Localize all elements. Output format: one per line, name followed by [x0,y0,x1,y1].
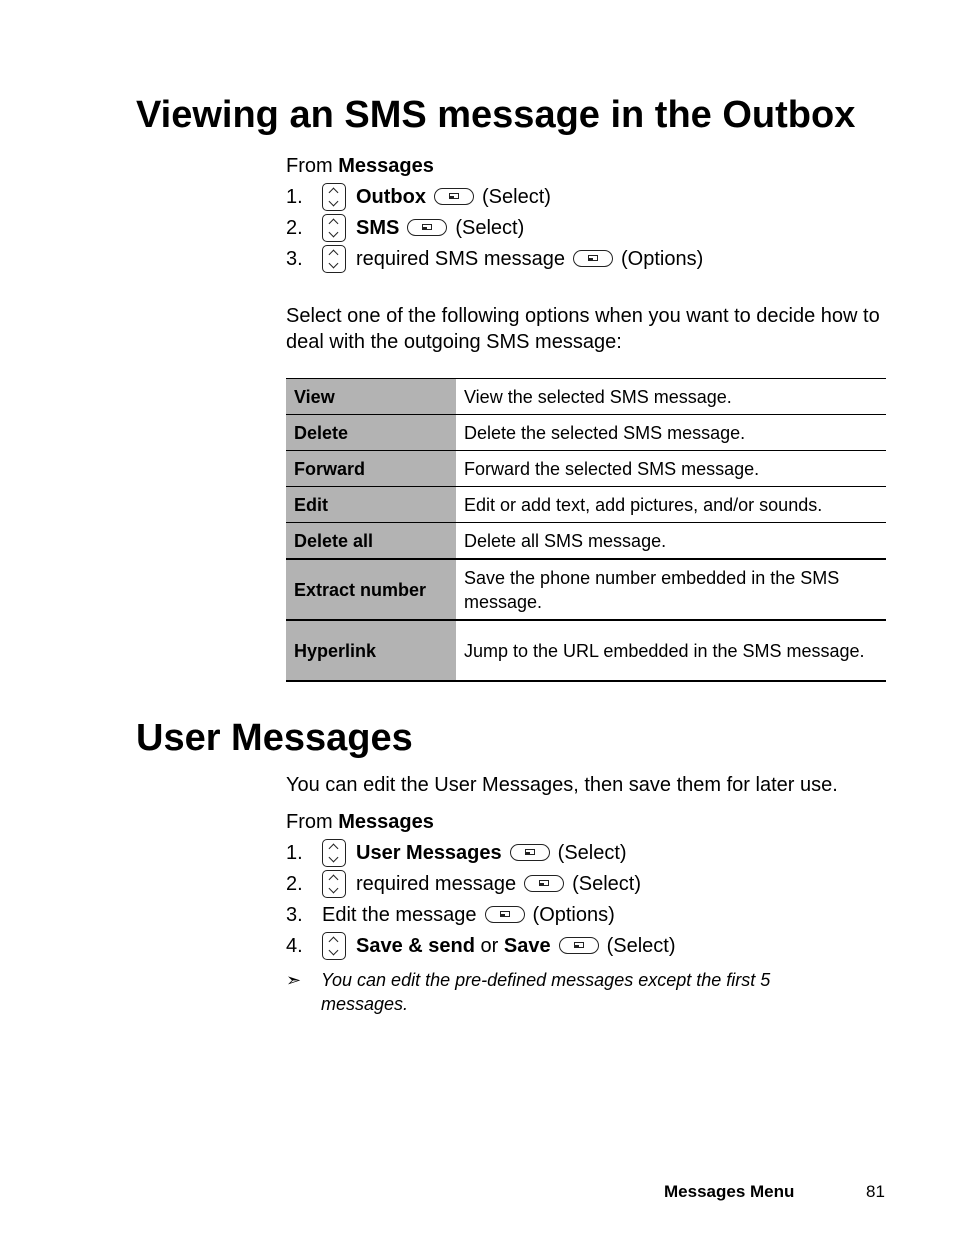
step-action: (Select) [606,934,676,957]
step-target: Outbox [356,185,426,208]
from-menu: Messages [338,810,434,833]
from-prefix: From [286,810,333,833]
step-target: Save & send [356,934,475,957]
table-row [286,620,886,681]
step-action: (Select) [557,841,627,864]
option-name: Delete [286,415,456,451]
option-name: Edit [286,487,456,523]
option-name: Extract number [286,559,456,620]
soft-key-icon [434,188,474,205]
step-target: User Messages [356,841,502,864]
from-menu: Messages [338,154,434,177]
tip-note [286,968,846,1016]
option-description: Edit or add text, add pictures, and/or sounds. [456,487,886,523]
step-1 [286,837,886,868]
step-2 [286,868,886,899]
note-arrow-icon: ➣ [286,970,302,990]
option-description: Save the phone number embedded in the SMS message. [456,559,886,620]
step-3 [286,243,886,274]
soft-key-icon [559,937,599,954]
navigation-key-icon [322,870,346,898]
option-name: Delete all [286,523,456,560]
from-prefix: From [286,154,333,177]
step-action: (Select) [572,872,641,895]
soft-key-icon [573,250,613,267]
navigation-key-icon [322,932,346,960]
step-number: 4. [286,934,303,957]
table-row [286,379,886,415]
option-description: Delete the selected SMS message. [456,415,886,451]
note-text: You can edit the pre-defined messages except the first 5 messages. [321,970,771,1014]
step-1 [286,181,886,212]
step-action: (Options) [532,903,615,926]
table-row [286,415,886,451]
step-action: (Select) [482,185,551,208]
step-number: 1. [286,185,303,208]
step-4 [286,930,886,961]
from-line [286,806,886,837]
soft-key-icon [524,875,564,892]
options-intro: Select one of the following options when you want to decide how to deal with the outgoing SMS message: [286,305,880,353]
user-messages-intro: You can edit the User Messages, then save them for later use. [286,774,838,796]
step-number: 2. [286,216,303,239]
navigation-key-icon [322,214,346,242]
step-target: SMS [356,216,400,239]
soft-key-icon [485,906,525,923]
option-description: Forward the selected SMS message. [456,451,886,487]
step-target: required message [356,872,517,895]
step-target: required SMS message [356,247,565,270]
from-line [286,150,886,181]
option-description: Delete all SMS message. [456,523,886,560]
step-joiner: or [480,934,499,957]
step-action: (Options) [620,247,704,270]
step-action: (Select) [455,216,525,239]
outbox-instructions [286,150,886,274]
user-messages-instructions [286,806,886,961]
navigation-key-icon [322,183,346,211]
soft-key-icon [407,219,447,236]
page-number: 81 [866,1182,885,1201]
options-table [286,378,886,682]
step-number: 2. [286,872,303,895]
table-row [286,523,886,560]
table-row [286,487,886,523]
step-2 [286,212,886,243]
footer-section-name: Messages Menu [664,1182,795,1201]
option-name: View [286,379,456,415]
navigation-key-icon [322,839,346,867]
step-target: Edit the message [322,903,477,926]
table-row [286,559,886,620]
section-title-outbox: Viewing an SMS message in the Outbox [136,94,856,136]
section-title-user-messages: User Messages [136,717,413,759]
step-number: 1. [286,841,303,864]
option-description: View the selected SMS message. [456,379,886,415]
navigation-key-icon [322,245,346,273]
step-3 [286,899,886,930]
soft-key-icon [510,844,550,861]
step-target-alt: Save [503,934,551,957]
step-number: 3. [286,247,303,270]
option-name: Forward [286,451,456,487]
option-description: Jump to the URL embedded in the SMS message. [456,620,886,681]
table-row [286,451,886,487]
option-name: Hyperlink [286,620,456,681]
step-number: 3. [286,903,303,926]
